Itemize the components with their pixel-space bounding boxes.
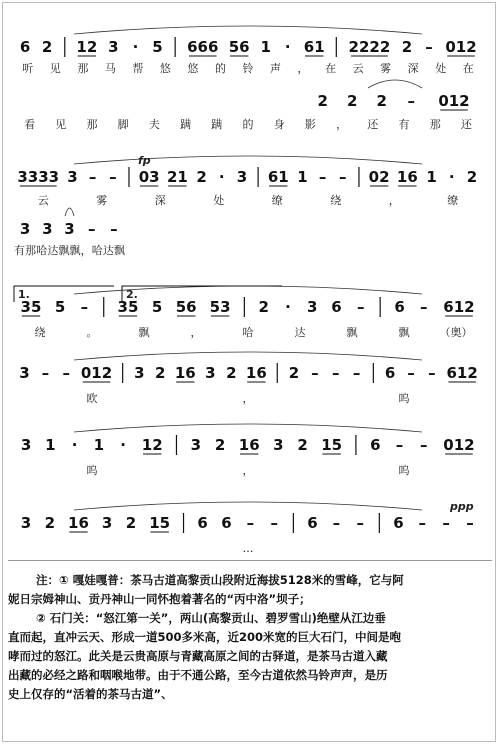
lyric-char: 云 [37,194,49,207]
note: 612 [446,364,478,382]
note: – [110,220,118,238]
note: – [356,514,364,532]
note: 2222 [348,38,391,56]
lyric-char: 呜 [398,464,410,477]
slur-arc [74,502,422,510]
note: 2 [347,92,358,110]
note: 2 [214,436,226,454]
note: 3 [42,220,53,238]
lyric-char: 缭 [447,194,459,207]
note: 2 [466,168,478,186]
dynamics-mark: ppp [450,500,474,513]
note: – [246,514,255,532]
lyric-char: 脚 [117,118,129,131]
note: – [395,436,404,454]
note: 666 [187,38,219,56]
note: 3 [20,514,32,532]
volta-label: 2. [126,288,138,301]
note: 15 [321,436,343,454]
note: 3 [64,220,75,238]
lyric-char: ， [242,464,254,477]
note: 2 [376,92,387,110]
note: 2 [401,38,413,56]
note: · [218,168,225,186]
note: – [88,168,97,186]
note: – [41,364,50,382]
note: 02 [368,168,390,186]
lyric-char: 蹒 [180,118,192,131]
note: 2 [44,514,56,532]
lyric-char: 蹒 [211,118,223,131]
note: 3 [205,364,216,382]
note: – [62,364,70,382]
note: 61 [267,168,289,186]
note: 3 [19,364,30,382]
footnote-line: 注：① 嘎娃嘎普：茶马古道高黎贡山段附近海拔5128米的雪峰，它与阿 [36,573,404,587]
note: – [357,298,365,316]
note: 012 [445,38,477,56]
note: 56 [175,298,197,316]
note: 3 [20,436,32,454]
note: 3 [307,298,318,316]
note: 5 [151,298,163,316]
note: 21 [166,168,188,186]
note: 03 [138,168,160,186]
lyric-char: 飘 [138,326,150,339]
note: 3 [19,220,31,238]
lyric-char: 处 [213,194,225,207]
note: 16 [174,364,196,382]
lyric-char: 呜 [86,464,98,477]
lyric-char: 影 [304,118,316,131]
lyric-char: 悠 [187,62,199,75]
lyric-char: ， [336,118,348,131]
note: – [332,364,340,382]
note: 6 [384,364,396,382]
lyric-char: 云 [352,62,364,75]
lyric-char: 呜 [398,392,410,405]
note: 612 [443,298,475,316]
note: 3 [67,168,78,186]
lyric-char: 哈 [242,326,254,339]
lyric-char: 马 [104,62,116,75]
lyric-char: （奥） [439,326,473,339]
note: – [407,92,415,110]
lyric-char: ， [80,244,92,257]
lyric-char: 飘 [113,244,125,257]
lyric-char: 深 [407,62,419,75]
note: 61 [303,38,325,56]
note: · [284,38,291,56]
lyric-char: 还 [460,118,472,131]
lyric-char: 达 [102,244,114,257]
note: – [425,38,433,56]
note: 1 [45,436,56,454]
note: · [132,38,139,56]
note: 2 [41,38,53,56]
footnote-line: 妮日宗姆神山、贡丹神山一同怀抱着著名的“丙中洛”坝子； [8,592,311,606]
note: 15 [149,514,171,532]
note: 3 [273,436,284,454]
note: 16 [238,436,260,454]
lyric-char: 那 [86,118,98,131]
note: 2 [125,514,137,532]
lyric-char: ， [388,194,400,207]
note: 3 [101,514,113,532]
footnote-line: 直而起，直冲云天、形成一道500多米高，近200米宽的巨大石门，中间是咆 [8,630,402,644]
footnote-line: 出藏的必经之路和咽喉地带。由于不通公路，至今古道依然马铃声声，是历 [8,668,388,682]
note: – [87,220,96,238]
note: 2 [226,364,237,382]
note: – [420,298,428,316]
note: 012 [438,92,470,110]
note: – [339,168,347,186]
lyric-char: 飘 [69,244,81,257]
note: – [80,298,89,316]
note: · [120,436,126,454]
note: – [420,436,428,454]
note: – [270,514,279,532]
lyric-char: 在 [462,62,474,75]
note: 6 [19,38,31,56]
lyric-char: 达 [294,326,306,339]
lyric-char: 处 [435,62,447,75]
note: 2 [288,364,300,382]
note: 1 [297,168,308,186]
lyric-char: 那 [25,244,37,257]
footnote-line: 哮而过的怒江。此关是云贵高原与青藏高原之间的古驿道，是茶马古道入藏 [8,649,388,663]
note: 12 [76,38,98,56]
note: – [332,514,341,532]
lyric-char: 还 [367,118,379,131]
note: · [285,298,291,316]
note: 56 [228,38,250,56]
lyric-char: 的 [214,62,226,75]
lyric-char: 飘 [58,244,70,257]
lyric-char: 飘 [346,326,358,339]
note: 1 [93,436,105,454]
lyric-char: 悠 [159,62,171,75]
lyric-char: 听 [22,62,34,75]
slur-arc [65,208,74,216]
lyric-char: ， [190,326,202,339]
note: 16 [245,364,267,382]
note: 1 [426,168,437,186]
lyric-char: 雾 [380,62,392,75]
note: 6 [331,298,342,316]
slur-arc [74,424,422,432]
note: 2 [196,168,207,186]
note: 012 [80,364,113,382]
note: 6 [394,298,405,316]
lyric-char: 铃 [242,62,254,75]
note: 16 [396,168,418,186]
lyric-char: 达 [47,244,59,257]
note: – [428,364,436,382]
slur-arc [74,26,422,34]
slur-arc [368,80,422,88]
lyric-char: 在 [325,62,337,75]
lyric-char: 见 [55,118,67,131]
lyric-char: ， [297,62,309,75]
lyric-char: 雾 [96,194,108,207]
note: 35 [117,298,139,316]
lyric-char: 有 [14,244,26,257]
note: 1 [260,38,271,56]
note: 16 [68,514,89,532]
lyric-char: 的 [242,118,254,131]
lyric-char: 那 [77,62,89,75]
lyric-char: 见 [49,62,61,75]
note: 5 [152,38,163,56]
note: – [352,364,361,382]
footnote-line: 史上仅存的“活着的茶马古道”、 [8,687,173,701]
lyric-char: 哈 [36,244,48,257]
note: 6 [393,514,404,532]
note: 35 [20,298,42,316]
dynamics-mark: fp [138,154,151,167]
lyric-char: 有 [398,118,410,131]
lyric-char: 。 [86,326,98,339]
note: 6 [370,436,381,454]
note: 2 [258,298,269,316]
note: 3 [134,364,145,382]
footnotes [8,560,492,561]
note: 2 [297,436,308,454]
lyric-char: 绕 [34,326,46,339]
lyric-char: 哈 [91,244,103,257]
lyric-char: 缭 [271,194,283,207]
note: 012 [443,436,475,454]
lyric-char: 声 [270,62,282,75]
slur-arc [74,156,422,164]
note: 3 [108,38,119,56]
note: 6 [221,514,232,532]
note: 3 [190,436,202,454]
note: 3 [236,168,248,186]
volta-label: 1. [18,288,30,301]
lyric-char: 深 [154,194,166,207]
lyric-char: 飘 [398,326,410,339]
note: 2 [317,92,328,110]
lyric-char: ， [242,392,254,405]
note: 53 [209,298,231,316]
note: 3333 [17,168,60,186]
slur-arc [74,352,422,360]
note: – [109,168,117,186]
lyric-char: 那 [429,118,441,131]
lyric-char: 夫 [148,118,160,131]
lyric-char: … [242,542,254,555]
lyric-char: 绕 [330,194,342,207]
note: 6 [197,514,208,532]
lyric-char: 身 [273,118,285,131]
note: – [466,514,474,532]
note: · [448,168,455,186]
note: – [407,364,415,382]
footnote-line: ② 石门关：“怒江第一关”，两山(高黎贡山、碧罗雪山)绝壁从江边垂 [36,611,386,625]
note: · [71,436,78,454]
lyric-char: 欧 [86,392,98,405]
note: – [311,364,319,382]
note: 12 [141,436,163,454]
lyric-char: 帮 [132,62,144,75]
note: 5 [54,298,66,316]
note: 6 [307,514,318,532]
note: – [418,514,427,532]
lyric-char: 看 [24,118,36,131]
note: 2 [155,364,166,382]
note: – [318,168,327,186]
note: – [442,514,450,532]
